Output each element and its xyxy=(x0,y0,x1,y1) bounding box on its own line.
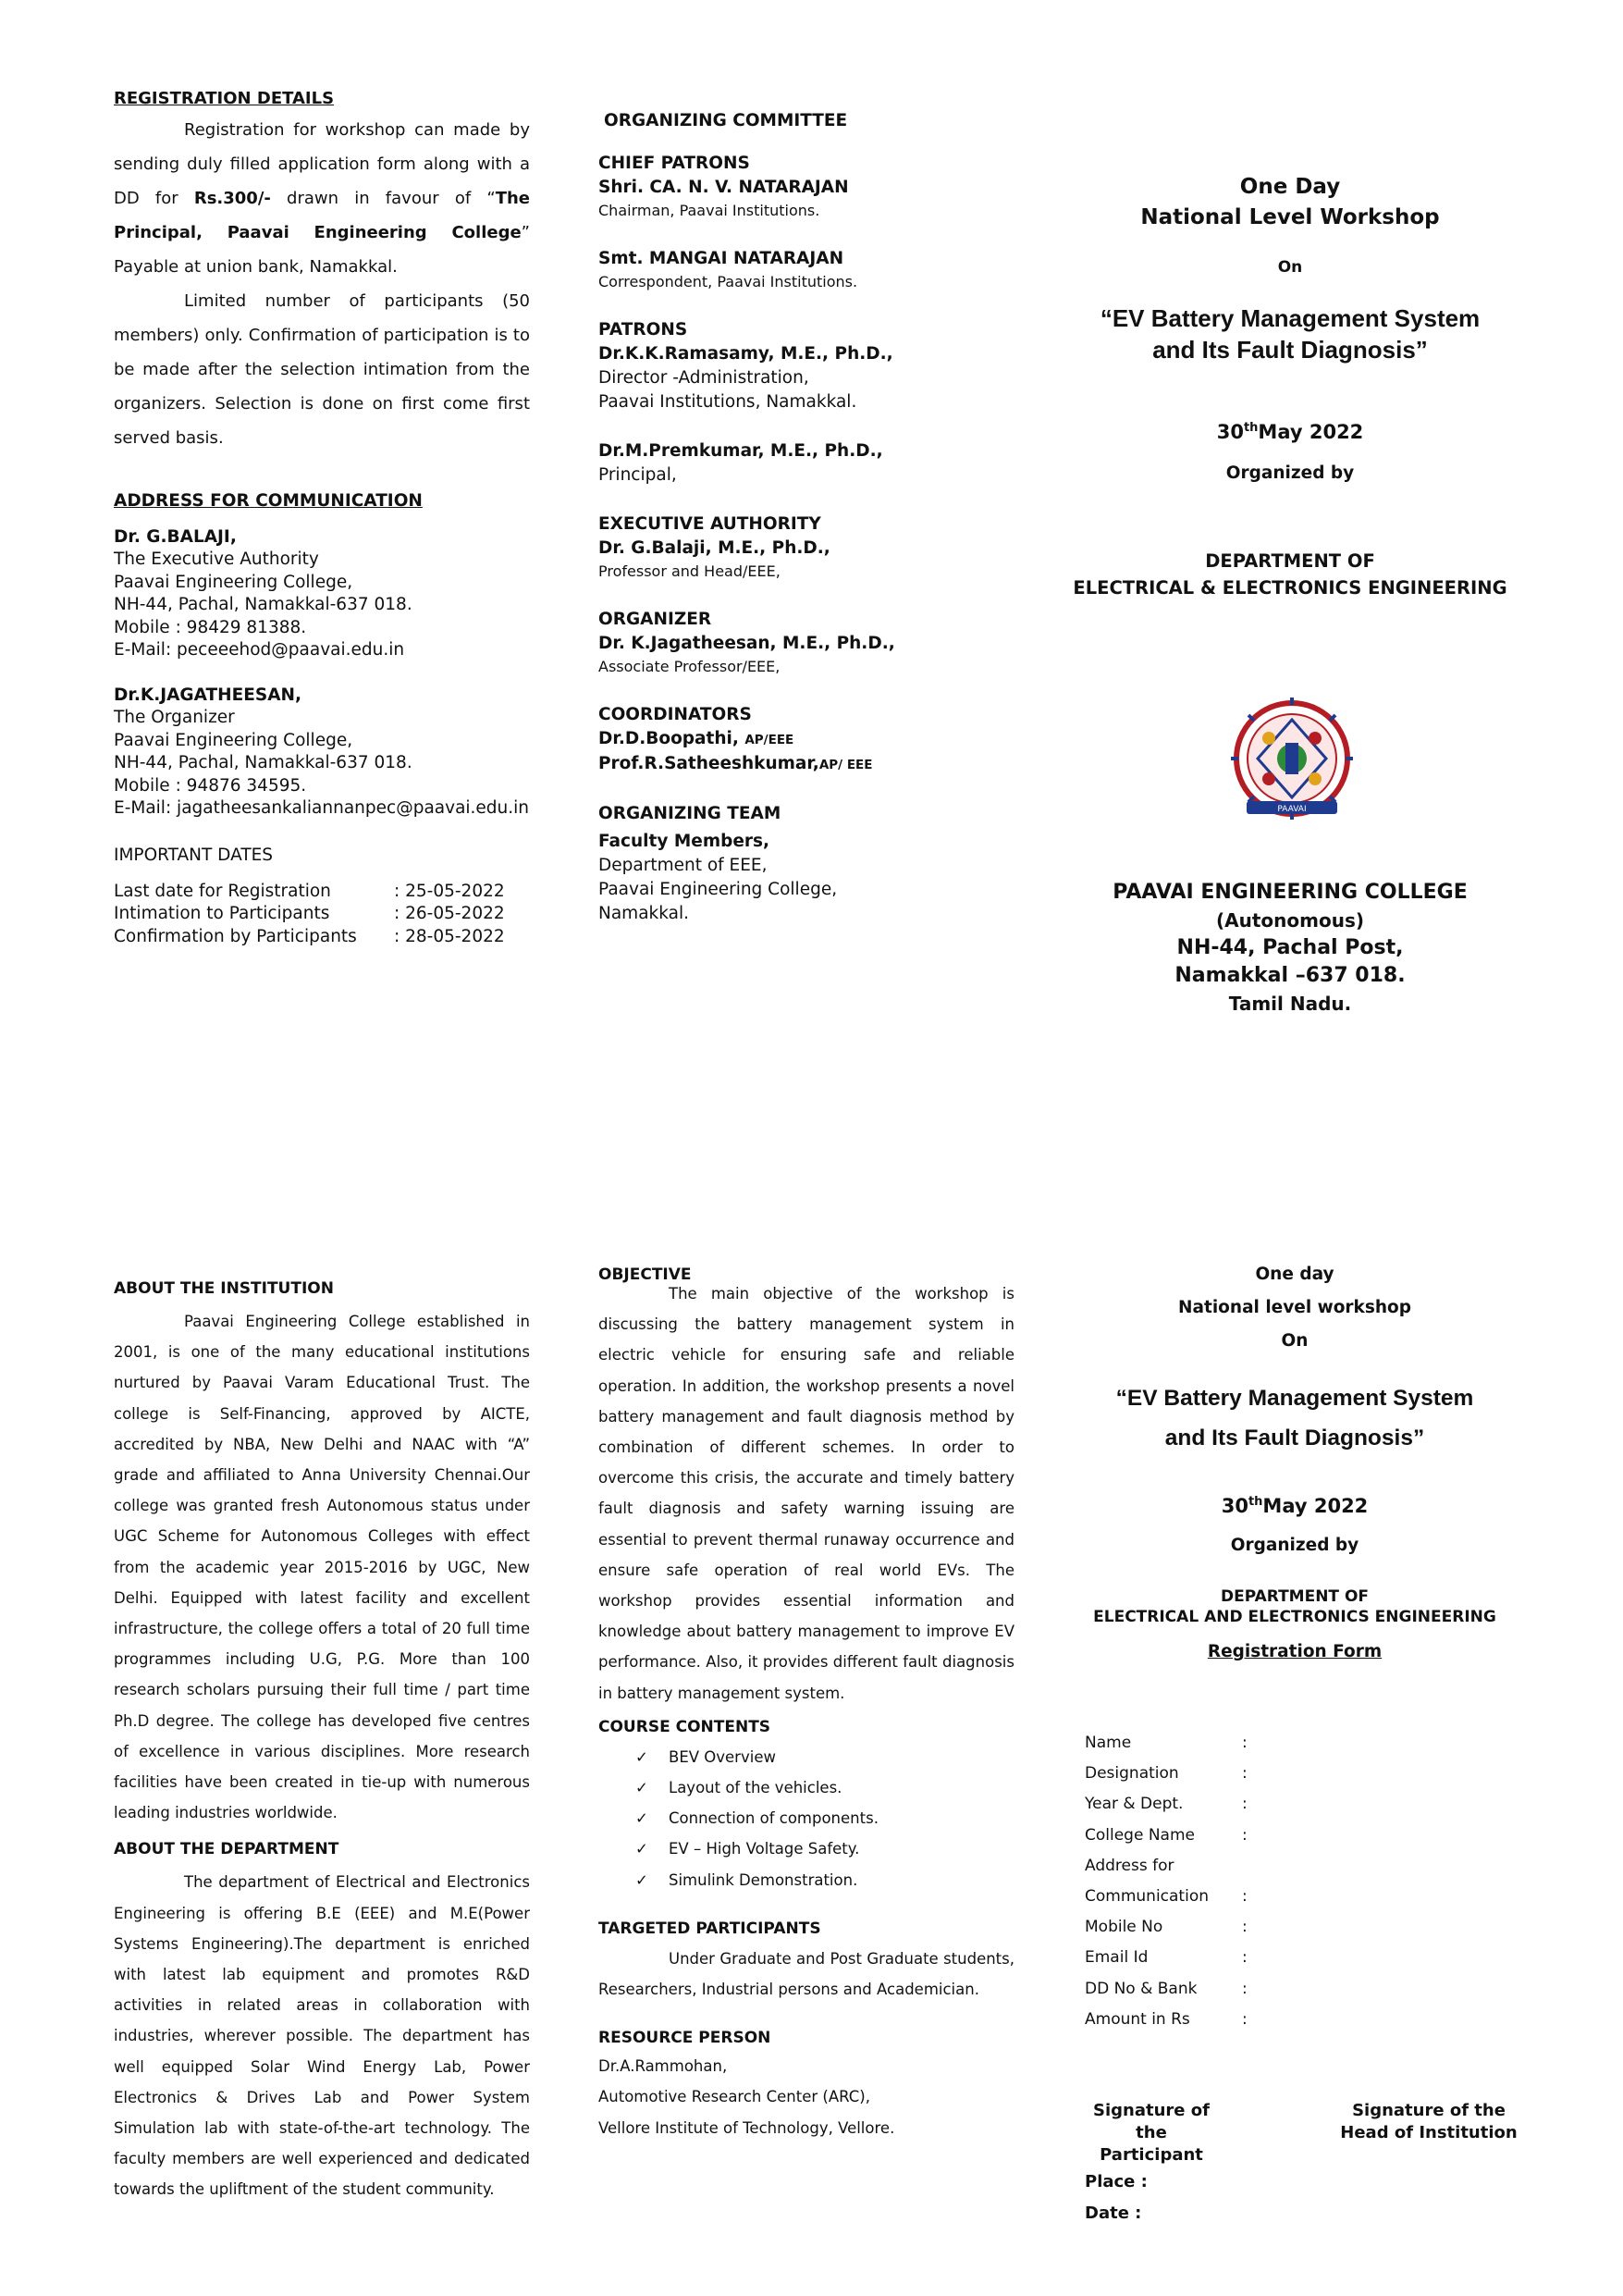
contact-name: Dr.K.JAGATHEESAN, xyxy=(114,685,302,705)
registration-form-title: Registration Form xyxy=(1207,1642,1383,1661)
form-field-row[interactable]: Year & Dept. : xyxy=(1085,1795,1248,1814)
about-institution-text: Paavai Engineering College established in 2001, is one of the many educational institutions nurtured by Paavai Varam Educational Trust. The college is Self-Financing, approved by AICTE, accredited by NBA, New Delhi and NAAC with “A” grade and affiliated to Anna University Chennai.Our college was granted fresh Autonomous status under UGC Scheme for Autonomous Colleges with effect from the academic year 2015-2016 by UGC, New Delhi. Equipped with latest facility and excellent infrastructure, the college offers a total of 20 full time programmes including U.G, P.G. More than 100 research scholars pursuing their full time / part time Ph.D degree. The college has developed five centres of excellence in various disciplines. More research facilities have been created in tie-up with numerous leading industries worldwide. xyxy=(114,1313,530,1822)
registration-form-header: One day National level workshop On “EV Battery Management System and Its Fault Diagnosis” 30thMay 2022 Organized by DEPARTMENT OF ELECTRICAL AND ELECTRONICS ENGINEERING Registration Form xyxy=(1077,1258,1512,1661)
contact-email: E-Mail: peceeehod@paavai.edu.in xyxy=(114,640,405,660)
check-icon: ✓ xyxy=(635,1809,648,1828)
form-field-row[interactable]: Name : xyxy=(1085,1734,1248,1752)
workshop-type-line2: National Level Workshop xyxy=(1140,205,1440,229)
about-department-text: The department of Electrical and Electronics Engineering is offering B.E (EEE) and M.E(Power Systems Engineering).The department is enriched with latest lab equipment and promotes R&D activities in related areas in collaboration with industries, wherever possible. The department has well equipped Solar Wind Energy Lab, Power Electronics & Drives Lab and Power System Simulation lab with state-of-the-art technology. The faculty members are well experienced and dedicated towards the upliftment of the student community. xyxy=(114,1873,530,2199)
department-name: DEPARTMENT OF ELECTRICAL & ELECTRONICS ENGINEERING xyxy=(1073,550,1507,599)
contact-block-jagatheesan: Dr.K.JAGATHEESAN, The Organizer Paavai Engineering College, NH-44, Pachal, Namakkal-637 018. Mobile : 94876 34595. E-Mail: jagatheesankaliannanpec@paavai.edu.in xyxy=(114,685,548,821)
contact-mobile: Mobile : 98429 81388. xyxy=(114,617,307,637)
college-address: PAAVAI ENGINEERING COLLEGE (Autonomous) NH-44, Pachal Post, Namakkal –637 018. Tamil Nadu. xyxy=(1045,879,1535,1018)
form-field-row[interactable]: Email Id : xyxy=(1085,1948,1248,1968)
workshop-theme: “EV Battery Management System and Its Fault Diagnosis” xyxy=(1115,1386,1474,1450)
organizing-committee-section: ORGANIZING COMMITTEE CHIEF PATRONS Shri. CA. N. V. NATARAJAN Chairman, Paavai Institutions. Smt. MANGAI NATARAJAN Correspondent, Paavai Institutions. PATRONS Dr.K.K.Ramasamy, M.E., Ph.D., Director -Administration, Paavai Institutions, Namakkal. Dr.M.Premkumar, M.E., Ph.D., Principal, EXECUTIVE AUTHORITY Dr. G.Balaji, M.E., Ph.D., Professor and Head/EEE, ORGANIZER Dr. K.Jagatheesan, M.E., Ph.D., Associate Professor/EEE, COORDINATORS Dr.D.Boopathi, AP/EEE Prof.R.Satheeshkumar,AP/ EEE ORGANIZING TEAM Faculty Members, Department of EEE, Paavai Engineering College, Namakkal. xyxy=(598,109,950,926)
about-institution-heading: ABOUT THE INSTITUTION xyxy=(114,1279,334,1298)
list-item: ✓ BEV Overview xyxy=(635,1742,1014,1772)
check-icon: ✓ xyxy=(635,1779,648,1797)
registration-paragraph-1: Registration for workshop can made by sending duly filled application form along with a DD for Rs.300/- drawn in favour of “The Principal, Paavai Engineering College” Payable at union bank, Namakkal. xyxy=(114,120,530,277)
resource-person-heading: RESOURCE PERSON xyxy=(598,2029,771,2048)
registration-section xyxy=(114,85,530,455)
contact-email: E-Mail: jagatheesankaliannanpec@paavai.edu.in xyxy=(114,798,530,818)
registration-paragraph-2: Limited number of participants (50 members) only. Confirmation of participation is to be made after the selection intimation from the organizers. Selection is done on first come first served basis. xyxy=(114,291,530,448)
list-item: ✓ Simulink Demonstration. xyxy=(635,1865,1014,1895)
place-field[interactable]: Place : xyxy=(1085,2172,1148,2191)
registration-heading: REGISTRATION DETAILS xyxy=(114,89,335,108)
contact-role: The Executive Authority xyxy=(114,549,319,569)
contact-role: The Organizer xyxy=(114,708,235,727)
workshop-theme: “EV Battery Management System and Its Fault Diagnosis” xyxy=(1100,304,1481,364)
form-field-row[interactable]: College Name : xyxy=(1085,1825,1248,1845)
objective-text: The main objective of the workshop is discussing the battery management system in electric vehicle for ensuring safe and reliable operation. In addition, the workshop presents a novel battery management and fault diagnosis method by combination of different schemes. In order to overcome this crisis, the accurate and timely battery fault diagnosis and safety warning issuing are essential to prevent thermal runaway occurrence and ensure safe operation of real world EVs. The workshop provides essential information and knowledge about battery management to improve EV performance. Also, it provides different fault diagnosis in battery management system. xyxy=(598,1285,1014,1702)
address-heading: ADDRESS FOR COMMUNICATION xyxy=(114,491,423,511)
check-icon: ✓ xyxy=(635,1840,648,1858)
check-icon: ✓ xyxy=(635,1747,648,1766)
department-name: DEPARTMENT OF ELECTRICAL AND ELECTRONICS ENGINEERING xyxy=(1093,1587,1496,1626)
registration-payee: The Principal, Paavai Engineering College xyxy=(114,189,530,242)
form-field-row[interactable]: Amount in Rs : xyxy=(1085,2009,1248,2029)
about-section xyxy=(114,1277,530,2205)
workshop-type-line1: One Day xyxy=(1239,175,1341,199)
contact-block-balaji: Dr. G.BALAJI, The Executive Authority Paavai Engineering College, NH-44, Pachal, Namakkal-637 018. Mobile : 98429 81388. E-Mail: peceeehod@paavai.edu.in xyxy=(114,526,548,662)
targeted-participants-text: Under Graduate and Post Graduate students, Researchers, Industrial persons and Academician. xyxy=(598,1949,1014,1999)
check-icon: ✓ xyxy=(635,1870,648,1889)
about-department-heading: ABOUT THE DEPARTMENT xyxy=(114,1840,339,1859)
date-row: Confirmation by Participants : 28-05-2022 xyxy=(114,926,505,946)
list-item: ✓ Layout of the vehicles. xyxy=(635,1772,1014,1803)
form-field-row[interactable]: Communication : xyxy=(1085,1887,1248,1907)
cover-panel: One Day National Level Workshop On “EV Battery Management System and Its Fault Diagnosis” 30thMay 2022 Organized by DEPARTMENT OF ELECTRICAL & ELECTRONICS ENGINEERING xyxy=(1045,172,1535,601)
targeted-participants-heading: TARGETED PARTICIPANTS xyxy=(598,1919,821,1938)
objective-heading: OBJECTIVE xyxy=(598,1265,692,1284)
form-field-row[interactable]: Mobile No : xyxy=(1085,1918,1248,1937)
list-item: ✓ Connection of components. xyxy=(635,1803,1014,1833)
svg-text:PAAVAI: PAAVAI xyxy=(1277,805,1307,814)
college-logo xyxy=(1210,692,1374,827)
college-name: PAAVAI ENGINEERING COLLEGE xyxy=(1113,881,1468,904)
course-contents-list xyxy=(598,1742,1014,1895)
participant-signature-label: Signature of the Participant xyxy=(1093,2101,1210,2165)
list-item: ✓ EV – High Voltage Safety. xyxy=(635,1833,1014,1864)
resource-person-name: Dr.A.Rammohan, xyxy=(598,2057,728,2076)
college-logo-emblem xyxy=(1210,692,1374,827)
registration-amount: Rs.300/- xyxy=(193,189,271,208)
place-date-fields[interactable] xyxy=(1085,2166,1148,2229)
registration-form-fields xyxy=(1085,1728,1473,2035)
workshop-date: 30thMay 2022 xyxy=(1216,421,1364,443)
date-field[interactable]: Date : xyxy=(1085,2203,1142,2223)
head-signature-label: Signature of the Head of Institution xyxy=(1340,2101,1518,2142)
form-field-row[interactable]: Designation : xyxy=(1085,1764,1248,1784)
date-row: Last date for Registration : 25-05-2022 xyxy=(114,881,505,901)
objective-section: OBJECTIVE The main objective of the workshop is discussing the battery management system in electric vehicle for ensuring safe and reliable operation. In addition, the workshop presents a novel battery management and fault diagnosis method by combination of different schemes. In order to overcome this crisis, the accurate and timely battery fault diagnosis and safety warning issuing are essential to prevent thermal runaway occurrence and ensure safe operation of real world EVs. The workshop provides essential information and knowledge about battery management to improve EV performance. Also, it provides different fault diagnosis in battery management system. COURSE CONTENTS ✓ BEV Overview ✓ Layout of the vehicles. ✓ Connection of components. ✓ EV – High Voltage Safety. ✓ Simulink Demonstration. TARGETED PARTICIPANTS Under Graduate and Post Graduate students, Researchers, Industrial persons and Academician. RESOURCE PERSON Dr.A.Rammohan, Automotive Research Center (ARC), Vellore Institute of Technology, Vellore. xyxy=(598,1265,1014,2137)
workshop-date: 30thMay 2022 xyxy=(1221,1495,1369,1517)
contact-name: Dr. G.BALAJI, xyxy=(114,526,237,547)
address-section xyxy=(114,490,548,821)
date-row: Intimation to Participants : 26-05-2022 xyxy=(114,904,505,923)
important-dates-section xyxy=(114,845,558,948)
form-field-row[interactable]: Address for xyxy=(1085,1856,1174,1875)
course-contents-heading: COURSE CONTENTS xyxy=(598,1717,771,1736)
form-field-row[interactable]: DD No & Bank : xyxy=(1085,1979,1248,1998)
contact-mobile: Mobile : 94876 34595. xyxy=(114,775,307,796)
important-dates-heading: IMPORTANT DATES xyxy=(114,846,274,865)
committee-title: ORGANIZING COMMITTEE xyxy=(604,111,848,130)
